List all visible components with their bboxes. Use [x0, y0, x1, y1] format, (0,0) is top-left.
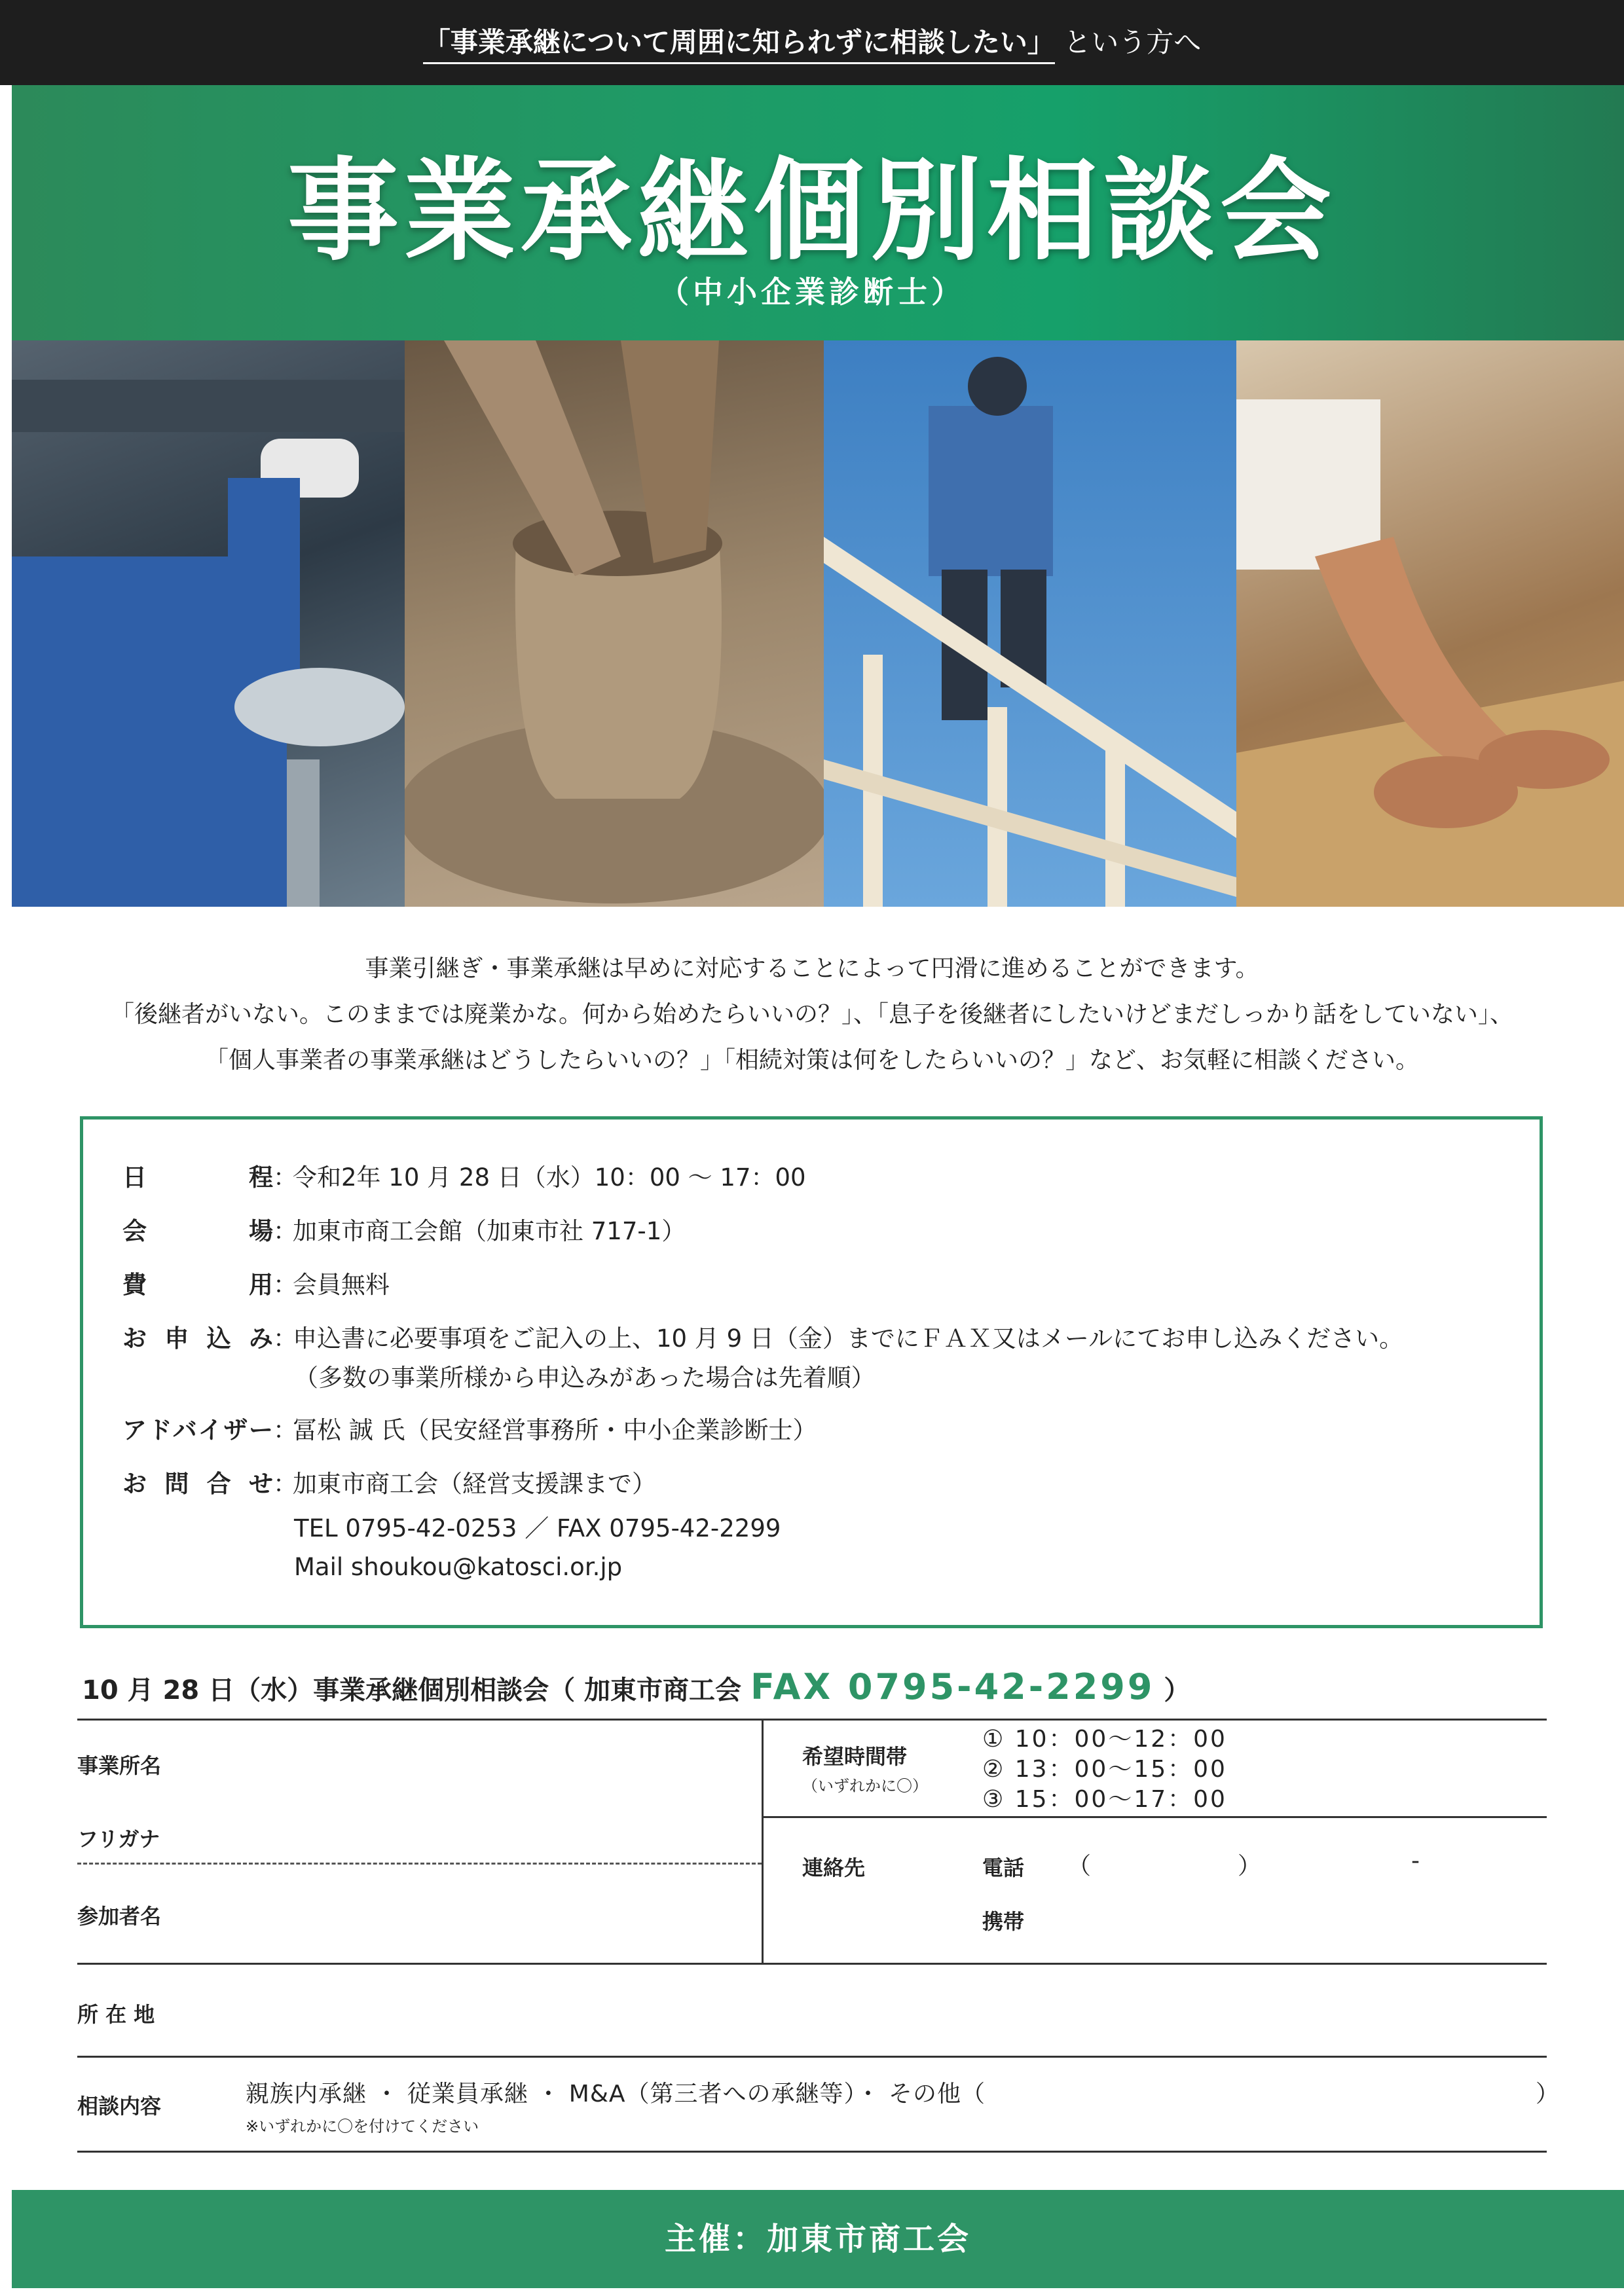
time-option[interactable]: ① 10：00〜12：00: [982, 1726, 1227, 1753]
info-row-venue: 会場：加東市商工会館（加東市社 717-1）: [122, 1211, 686, 1247]
event-info-box: [80, 1116, 1543, 1628]
content-note: ※いずれかに〇を付けてください: [246, 2117, 479, 2136]
intro-line: 「個人事業者の事業承継はどうしたらいいの？」「相続対策は何をしたらいいの？」など、お気軽に相談ください。: [204, 1047, 1419, 1074]
contact-tel-fax: TEL 0795-42-0253 ／ FAX 0795-42-2299: [294, 1514, 781, 1542]
form-rule: [77, 1963, 1547, 1965]
info-row-date: 日程：令和2年 10 月 28 日（水）10：00 〜 17：00: [122, 1157, 806, 1193]
info-row-advisor: アドバイザー：冨松 誠 氏（民安経営事務所・中小企業診断士）: [122, 1410, 817, 1446]
label-contact: 連絡先: [802, 1855, 866, 1880]
form-divider-vertical: [762, 1719, 764, 1963]
info-value: 加東市商工会館（加東市社 717-1）: [293, 1217, 686, 1245]
intro-line: 「後継者がいない。このままでは廃業かな。何から始めたらいいの？」、「息子を後継者にしたいけどまだしっかり話をしていない」、: [110, 1001, 1513, 1028]
banner-quote: 「事業承継について周囲に知られずに相談したい」: [423, 26, 1055, 64]
form-rule: [762, 1816, 1547, 1818]
phone-close: ）: [1238, 1853, 1264, 1880]
organizer-footer: 主催：加東市商工会: [12, 2190, 1624, 2288]
photo-carpenter: [824, 340, 1236, 907]
apply-note: （多数の事業所様から申込みがあった場合は先着順）: [294, 1364, 876, 1392]
info-label: アドバイザー: [122, 1416, 273, 1444]
label-company: 事業所名: [77, 1753, 162, 1778]
time-option[interactable]: ② 13：00〜15：00: [982, 1756, 1227, 1783]
info-row-fee: 費用：会員無料: [122, 1265, 390, 1300]
page-title: 事業承継個別相談会: [287, 147, 1337, 276]
photo-pottery: [405, 340, 824, 907]
content-close: ）: [1536, 2081, 1562, 2107]
info-row-contact: お問合せ：加東市商工会（経営支援課まで）: [122, 1464, 656, 1499]
info-value: 冨松 誠 氏（民安経営事務所・中小企業診断士）: [293, 1416, 817, 1444]
form-heading-close: ）: [1164, 1675, 1190, 1705]
content-options[interactable]: 親族内承継 ・ 従業員承継 ・ M&A（第三者への承継等）・ その他（: [246, 2081, 986, 2107]
info-label: お申込み: [122, 1324, 273, 1353]
form-fax-number: FAX 0795-42-2299: [750, 1666, 1155, 1707]
label-address: 所 在 地: [77, 2002, 155, 2027]
furigana-dashed-line: [77, 1863, 762, 1865]
intro-text: [79, 946, 1545, 1084]
phone-dash: -: [1411, 1848, 1422, 1874]
info-value: 申込書に必要事項をご記入の上、10 月 9 日（金）までにＦＡＸ又はメールにてお申し込みください。: [293, 1324, 1404, 1353]
info-label: 日程: [122, 1163, 273, 1192]
time-option[interactable]: ③ 15：00〜17：00: [982, 1786, 1227, 1813]
info-row-apply: お申込み：申込書に必要事項をご記入の上、10 月 9 日（金）までにＦＡＸ又はメールにてお申し込みください。: [122, 1319, 1403, 1354]
form-rule-bottom: [77, 2151, 1547, 2153]
form-heading-text: 10 月 28 日（水）事業承継個別相談会（ 加東市商工会: [82, 1675, 742, 1705]
phone-open: （: [1067, 1853, 1094, 1880]
label-content: 相談内容: [77, 2094, 162, 2119]
photo-woodworker: [1236, 340, 1624, 907]
time-note: （いずれかに〇）: [802, 1777, 928, 1795]
info-label: お問合せ: [122, 1470, 273, 1498]
label-phone: 電話: [982, 1855, 1025, 1880]
info-value: 令和2年 10 月 28 日（水）10：00 〜 17：00: [293, 1163, 806, 1192]
contact-mail: Mail shoukou@katosci.or.jp: [294, 1553, 623, 1581]
form-rule: [77, 2056, 1547, 2058]
banner-suffix: という方へ: [1063, 26, 1202, 58]
info-label: 会場: [122, 1217, 273, 1245]
info-label: 費用: [122, 1271, 273, 1299]
intro-line: 事業引継ぎ・事業承継は早めに対応することによって円滑に進めることができます。: [365, 955, 1259, 982]
form-heading: [82, 1666, 1190, 1707]
info-value: 会員無料: [293, 1271, 390, 1299]
label-furigana: フリガナ: [77, 1827, 160, 1851]
label-time: 希望時間帯: [802, 1744, 908, 1769]
label-participant: 参加者名: [77, 1904, 162, 1929]
info-value: 加東市商工会（経営支援課まで）: [293, 1470, 656, 1498]
top-banner: [0, 0, 1624, 85]
form-rule-top: [77, 1719, 1547, 1721]
label-mobile: 携帯: [982, 1909, 1025, 1934]
photo-mechanic: [12, 340, 405, 907]
page-subtitle: （中小企業診断士）: [659, 274, 965, 310]
